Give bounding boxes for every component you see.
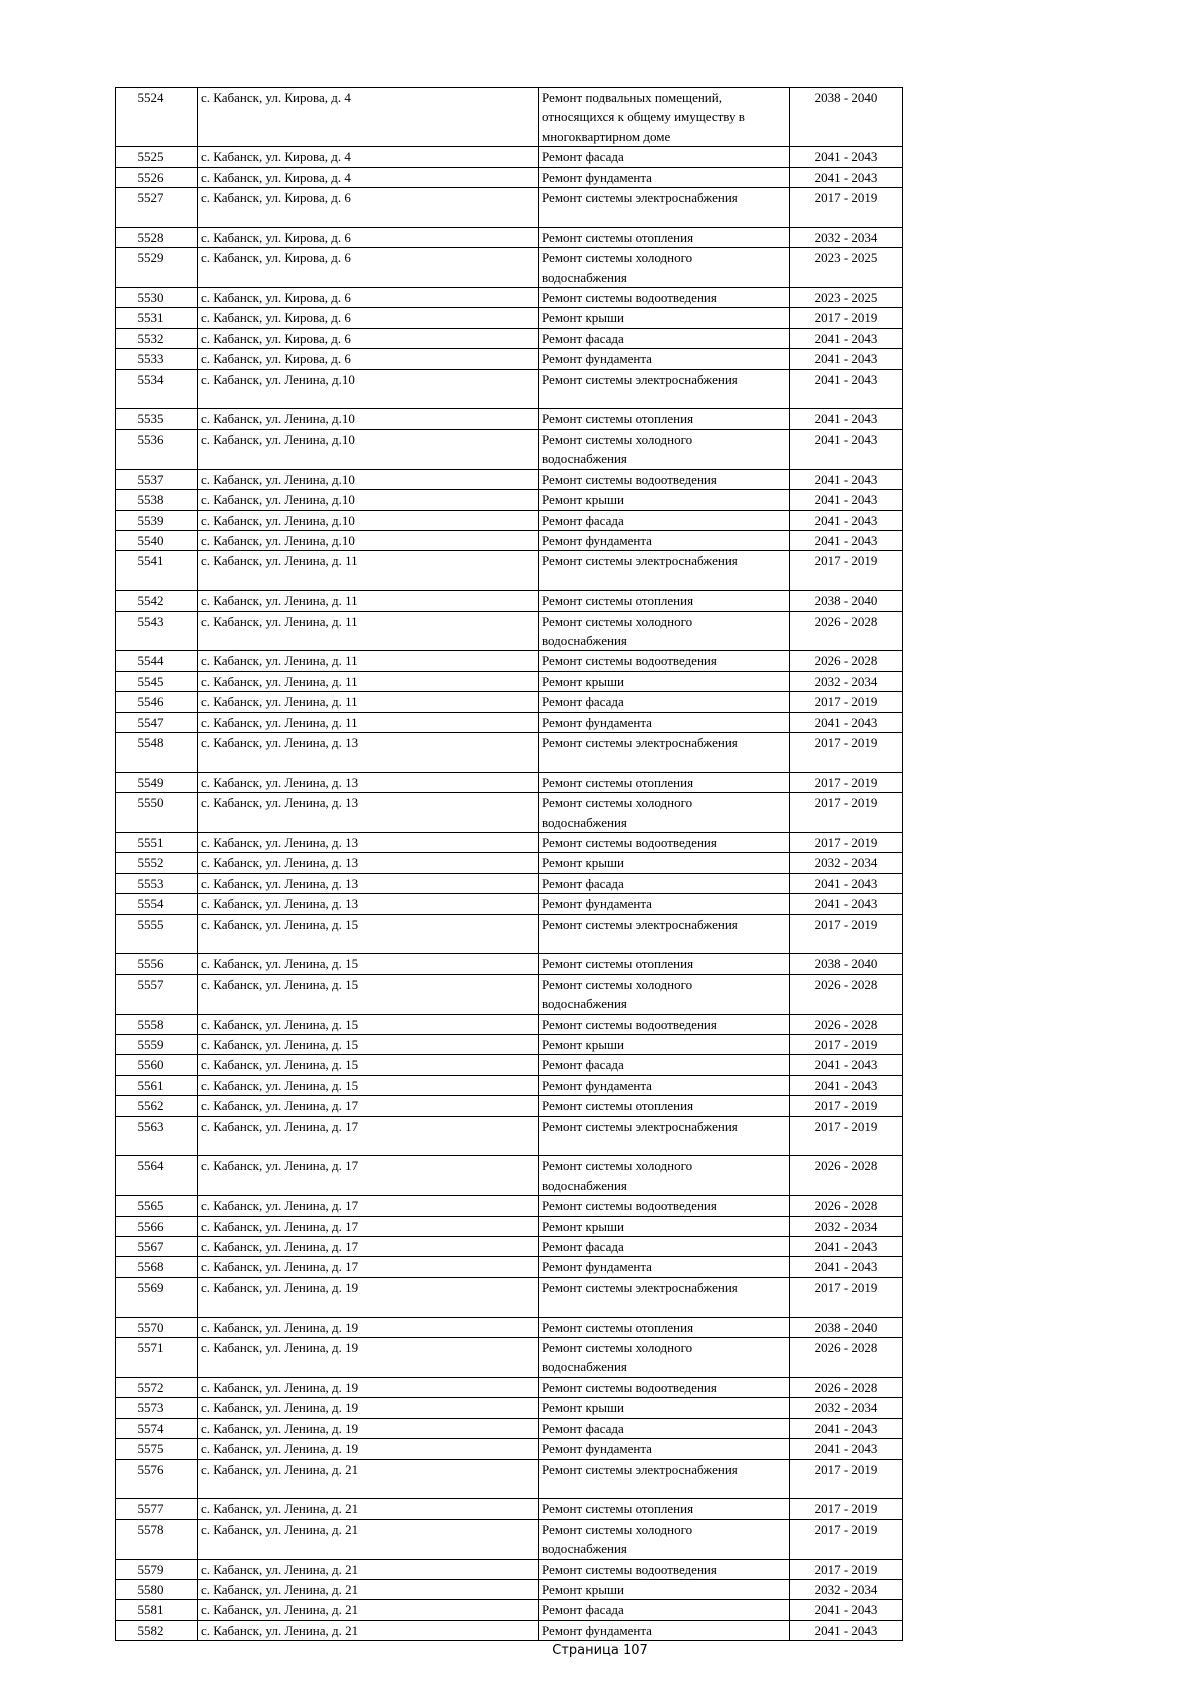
row-number: 5553 xyxy=(116,873,198,893)
row-number: 5529 xyxy=(116,248,198,288)
row-address: с. Кабанск, ул. Ленина, д. 15 xyxy=(198,1075,539,1095)
row-work-type: Ремонт системы холодного водоснабжения xyxy=(539,1519,790,1559)
row-period: 2041 - 2043 xyxy=(790,349,903,369)
row-number: 5538 xyxy=(116,490,198,510)
row-period: 2041 - 2043 xyxy=(790,873,903,893)
table-row xyxy=(116,1579,903,1599)
row-address: с. Кабанск, ул. Ленина, д. 15 xyxy=(198,914,539,954)
row-period: 2041 - 2043 xyxy=(790,1600,903,1620)
row-address: с. Кабанск, ул. Ленина, д.10 xyxy=(198,409,539,429)
table-row xyxy=(116,832,903,852)
row-work-type: Ремонт фундамента xyxy=(539,349,790,369)
row-number: 5537 xyxy=(116,469,198,489)
row-number: 5540 xyxy=(116,530,198,550)
row-address: с. Кабанск, ул. Кирова, д. 6 xyxy=(198,248,539,288)
row-number: 5541 xyxy=(116,551,198,591)
row-period: 2041 - 2043 xyxy=(790,530,903,550)
row-number: 5560 xyxy=(116,1055,198,1075)
row-work-type: Ремонт крыши xyxy=(539,1579,790,1599)
row-period: 2041 - 2043 xyxy=(790,409,903,429)
row-number: 5557 xyxy=(116,974,198,1014)
row-number: 5558 xyxy=(116,1014,198,1034)
row-address: с. Кабанск, ул. Ленина, д.10 xyxy=(198,490,539,510)
table-row xyxy=(116,914,903,954)
row-address: с. Кабанск, ул. Ленина, д. 19 xyxy=(198,1377,539,1397)
row-number: 5565 xyxy=(116,1196,198,1216)
row-period: 2017 - 2019 xyxy=(790,793,903,833)
table-row xyxy=(116,692,903,712)
row-period: 2041 - 2043 xyxy=(790,469,903,489)
row-number: 5526 xyxy=(116,167,198,187)
table-row xyxy=(116,1035,903,1055)
row-work-type: Ремонт системы электроснабжения xyxy=(539,1277,790,1317)
row-number: 5549 xyxy=(116,772,198,792)
row-address: с. Кабанск, ул. Кирова, д. 4 xyxy=(198,88,539,147)
table-row xyxy=(116,349,903,369)
row-work-type: Ремонт системы электроснабжения xyxy=(539,1459,790,1499)
row-number: 5580 xyxy=(116,1579,198,1599)
row-period: 2017 - 2019 xyxy=(790,1499,903,1519)
row-period: 2041 - 2043 xyxy=(790,1418,903,1438)
table-row xyxy=(116,1377,903,1397)
row-address: с. Кабанск, ул. Ленина, д. 13 xyxy=(198,793,539,833)
row-work-type: Ремонт системы электроснабжения xyxy=(539,732,790,772)
page-number: Страница 107 xyxy=(552,1643,648,1658)
row-number: 5582 xyxy=(116,1620,198,1640)
table-row xyxy=(116,1156,903,1196)
row-period: 2038 - 2040 xyxy=(790,88,903,147)
row-address: с. Кабанск, ул. Кирова, д. 4 xyxy=(198,167,539,187)
row-number: 5562 xyxy=(116,1096,198,1116)
table-row xyxy=(116,328,903,348)
row-number: 5525 xyxy=(116,147,198,167)
row-work-type: Ремонт системы водоотведения xyxy=(539,1196,790,1216)
repair-schedule-table xyxy=(115,87,903,1641)
row-number: 5530 xyxy=(116,288,198,308)
row-number: 5555 xyxy=(116,914,198,954)
row-address: с. Кабанск, ул. Ленина, д.10 xyxy=(198,510,539,530)
row-period: 2032 - 2034 xyxy=(790,227,903,247)
row-work-type: Ремонт фасада xyxy=(539,1418,790,1438)
table-row xyxy=(116,974,903,1014)
row-number: 5567 xyxy=(116,1237,198,1257)
row-address: с. Кабанск, ул. Ленина, д.10 xyxy=(198,469,539,489)
row-address: с. Кабанск, ул. Ленина, д. 13 xyxy=(198,853,539,873)
row-address: с. Кабанск, ул. Ленина, д. 17 xyxy=(198,1156,539,1196)
row-address: с. Кабанск, ул. Кирова, д. 6 xyxy=(198,349,539,369)
row-period: 2017 - 2019 xyxy=(790,1035,903,1055)
row-period: 2032 - 2034 xyxy=(790,1398,903,1418)
row-work-type: Ремонт системы отопления xyxy=(539,409,790,429)
row-work-type: Ремонт системы электроснабжения xyxy=(539,369,790,409)
row-work-type: Ремонт системы водоотведения xyxy=(539,288,790,308)
row-address: с. Кабанск, ул. Кирова, д. 6 xyxy=(198,328,539,348)
row-work-type: Ремонт системы отопления xyxy=(539,954,790,974)
row-period: 2041 - 2043 xyxy=(790,1257,903,1277)
row-period: 2017 - 2019 xyxy=(790,1096,903,1116)
row-period: 2026 - 2028 xyxy=(790,1196,903,1216)
row-period: 2041 - 2043 xyxy=(790,429,903,469)
row-period: 2026 - 2028 xyxy=(790,1014,903,1034)
table-body xyxy=(116,88,903,1641)
row-work-type: Ремонт системы водоотведения xyxy=(539,1014,790,1034)
row-address: с. Кабанск, ул. Ленина, д. 13 xyxy=(198,772,539,792)
table-row xyxy=(116,409,903,429)
row-period: 2041 - 2043 xyxy=(790,369,903,409)
table-row xyxy=(116,954,903,974)
table-row xyxy=(116,551,903,591)
row-period: 2017 - 2019 xyxy=(790,1519,903,1559)
row-number: 5576 xyxy=(116,1459,198,1499)
table-row xyxy=(116,611,903,651)
row-work-type: Ремонт крыши xyxy=(539,1035,790,1055)
row-work-type: Ремонт фундамента xyxy=(539,1620,790,1640)
row-number: 5564 xyxy=(116,1156,198,1196)
table-row xyxy=(116,1499,903,1519)
row-address: с. Кабанск, ул. Ленина, д. 11 xyxy=(198,611,539,651)
row-work-type: Ремонт системы отопления xyxy=(539,591,790,611)
row-number: 5550 xyxy=(116,793,198,833)
table-row xyxy=(116,732,903,772)
row-period: 2041 - 2043 xyxy=(790,328,903,348)
row-period: 2032 - 2034 xyxy=(790,671,903,691)
table-row xyxy=(116,88,903,147)
row-number: 5546 xyxy=(116,692,198,712)
row-work-type: Ремонт системы холодного водоснабжения xyxy=(539,611,790,651)
table-row xyxy=(116,873,903,893)
table-row xyxy=(116,1216,903,1236)
row-number: 5574 xyxy=(116,1418,198,1438)
table-row xyxy=(116,1519,903,1559)
row-work-type: Ремонт системы водоотведения xyxy=(539,832,790,852)
row-period: 2041 - 2043 xyxy=(790,1055,903,1075)
row-work-type: Ремонт фасада xyxy=(539,692,790,712)
row-address: с. Кабанск, ул. Ленина, д. 19 xyxy=(198,1338,539,1378)
row-work-type: Ремонт фасада xyxy=(539,1600,790,1620)
row-number: 5571 xyxy=(116,1338,198,1378)
row-number: 5554 xyxy=(116,894,198,914)
row-address: с. Кабанск, ул. Ленина, д. 17 xyxy=(198,1096,539,1116)
row-address: с. Кабанск, ул. Ленина, д. 21 xyxy=(198,1499,539,1519)
row-work-type: Ремонт крыши xyxy=(539,853,790,873)
row-work-type: Ремонт фундамента xyxy=(539,712,790,732)
row-work-type: Ремонт фундамента xyxy=(539,167,790,187)
row-work-type: Ремонт фасада xyxy=(539,328,790,348)
row-address: с. Кабанск, ул. Ленина, д. 11 xyxy=(198,671,539,691)
row-work-type: Ремонт системы отопления xyxy=(539,1317,790,1337)
row-period: 2026 - 2028 xyxy=(790,611,903,651)
row-address: с. Кабанск, ул. Ленина, д. 17 xyxy=(198,1116,539,1156)
table-row xyxy=(116,1398,903,1418)
row-address: с. Кабанск, ул. Ленина, д. 15 xyxy=(198,974,539,1014)
row-work-type: Ремонт подвальных помещений, относящихся к общему имуществу в многоквартирном доме xyxy=(539,88,790,147)
table-row xyxy=(116,1096,903,1116)
row-number: 5581 xyxy=(116,1600,198,1620)
row-period: 2041 - 2043 xyxy=(790,147,903,167)
row-number: 5535 xyxy=(116,409,198,429)
table-row xyxy=(116,490,903,510)
row-period: 2032 - 2034 xyxy=(790,1216,903,1236)
table-row xyxy=(116,1459,903,1499)
row-period: 2017 - 2019 xyxy=(790,732,903,772)
table-row xyxy=(116,288,903,308)
row-number: 5536 xyxy=(116,429,198,469)
row-number: 5573 xyxy=(116,1398,198,1418)
table-row xyxy=(116,1257,903,1277)
row-work-type: Ремонт системы отопления xyxy=(539,1096,790,1116)
row-period: 2026 - 2028 xyxy=(790,1338,903,1378)
row-number: 5572 xyxy=(116,1377,198,1397)
row-work-type: Ремонт системы электроснабжения xyxy=(539,914,790,954)
row-work-type: Ремонт системы электроснабжения xyxy=(539,551,790,591)
row-address: с. Кабанск, ул. Ленина, д. 11 xyxy=(198,692,539,712)
row-number: 5528 xyxy=(116,227,198,247)
row-number: 5566 xyxy=(116,1216,198,1236)
row-period: 2041 - 2043 xyxy=(790,510,903,530)
row-number: 5547 xyxy=(116,712,198,732)
row-period: 2041 - 2043 xyxy=(790,1237,903,1257)
row-address: с. Кабанск, ул. Кирова, д. 6 xyxy=(198,288,539,308)
row-work-type: Ремонт системы электроснабжения xyxy=(539,188,790,228)
row-address: с. Кабанск, ул. Ленина, д. 19 xyxy=(198,1439,539,1459)
table-row xyxy=(116,167,903,187)
row-address: с. Кабанск, ул. Ленина, д.10 xyxy=(198,429,539,469)
row-address: с. Кабанск, ул. Ленина, д. 15 xyxy=(198,1055,539,1075)
row-period: 2017 - 2019 xyxy=(790,1277,903,1317)
row-number: 5563 xyxy=(116,1116,198,1156)
row-number: 5569 xyxy=(116,1277,198,1317)
row-number: 5579 xyxy=(116,1559,198,1579)
row-work-type: Ремонт крыши xyxy=(539,671,790,691)
row-address: с. Кабанск, ул. Ленина, д. 19 xyxy=(198,1398,539,1418)
row-address: с. Кабанск, ул. Ленина, д. 17 xyxy=(198,1257,539,1277)
row-work-type: Ремонт системы отопления xyxy=(539,1499,790,1519)
table-row xyxy=(116,469,903,489)
row-address: с. Кабанск, ул. Ленина, д. 19 xyxy=(198,1317,539,1337)
row-address: с. Кабанск, ул. Ленина, д. 11 xyxy=(198,651,539,671)
table-row xyxy=(116,248,903,288)
row-number: 5527 xyxy=(116,188,198,228)
row-period: 2026 - 2028 xyxy=(790,651,903,671)
row-period: 2041 - 2043 xyxy=(790,1075,903,1095)
table-row xyxy=(116,147,903,167)
row-address: с. Кабанск, ул. Ленина, д. 21 xyxy=(198,1459,539,1499)
table-row xyxy=(116,308,903,328)
table-row xyxy=(116,1559,903,1579)
row-period: 2041 - 2043 xyxy=(790,167,903,187)
row-address: с. Кабанск, ул. Ленина, д. 13 xyxy=(198,832,539,852)
row-number: 5545 xyxy=(116,671,198,691)
row-work-type: Ремонт системы водоотведения xyxy=(539,469,790,489)
row-work-type: Ремонт крыши xyxy=(539,308,790,328)
row-number: 5575 xyxy=(116,1439,198,1459)
row-address: с. Кабанск, ул. Ленина, д. 21 xyxy=(198,1579,539,1599)
row-work-type: Ремонт фасада xyxy=(539,873,790,893)
row-address: с. Кабанск, ул. Ленина, д. 11 xyxy=(198,551,539,591)
table-row xyxy=(116,1237,903,1257)
row-number: 5577 xyxy=(116,1499,198,1519)
table-row xyxy=(116,227,903,247)
row-address: с. Кабанск, ул. Ленина, д. 15 xyxy=(198,954,539,974)
row-period: 2041 - 2043 xyxy=(790,1439,903,1459)
row-period: 2041 - 2043 xyxy=(790,1620,903,1640)
row-period: 2041 - 2043 xyxy=(790,712,903,732)
row-address: с. Кабанск, ул. Ленина, д. 21 xyxy=(198,1600,539,1620)
row-address: с. Кабанск, ул. Ленина, д. 19 xyxy=(198,1277,539,1317)
row-period: 2032 - 2034 xyxy=(790,853,903,873)
row-number: 5524 xyxy=(116,88,198,147)
table-row xyxy=(116,853,903,873)
row-period: 2023 - 2025 xyxy=(790,288,903,308)
row-address: с. Кабанск, ул. Кирова, д. 6 xyxy=(198,308,539,328)
row-number: 5578 xyxy=(116,1519,198,1559)
table-row xyxy=(116,1116,903,1156)
row-work-type: Ремонт фасада xyxy=(539,1055,790,1075)
row-period: 2038 - 2040 xyxy=(790,954,903,974)
table-row xyxy=(116,1620,903,1640)
table-row xyxy=(116,1600,903,1620)
row-address: с. Кабанск, ул. Ленина, д. 17 xyxy=(198,1237,539,1257)
row-address: с. Кабанск, ул. Ленина, д. 15 xyxy=(198,1035,539,1055)
row-address: с. Кабанск, ул. Кирова, д. 6 xyxy=(198,227,539,247)
row-period: 2026 - 2028 xyxy=(790,1377,903,1397)
table-row xyxy=(116,894,903,914)
table-row xyxy=(116,772,903,792)
row-work-type: Ремонт системы холодного водоснабжения xyxy=(539,974,790,1014)
table-row xyxy=(116,1418,903,1438)
row-work-type: Ремонт фасада xyxy=(539,510,790,530)
row-number: 5556 xyxy=(116,954,198,974)
row-address: с. Кабанск, ул. Кирова, д. 6 xyxy=(198,188,539,228)
row-address: с. Кабанск, ул. Ленина, д. 17 xyxy=(198,1196,539,1216)
row-address: с. Кабанск, ул. Ленина, д.10 xyxy=(198,530,539,550)
row-work-type: Ремонт крыши xyxy=(539,490,790,510)
row-work-type: Ремонт фасада xyxy=(539,1237,790,1257)
row-address: с. Кабанск, ул. Ленина, д.10 xyxy=(198,369,539,409)
row-period: 2032 - 2034 xyxy=(790,1579,903,1599)
row-period: 2017 - 2019 xyxy=(790,188,903,228)
row-work-type: Ремонт фасада xyxy=(539,147,790,167)
row-period: 2026 - 2028 xyxy=(790,974,903,1014)
row-number: 5533 xyxy=(116,349,198,369)
row-number: 5534 xyxy=(116,369,198,409)
table-row xyxy=(116,712,903,732)
row-number: 5559 xyxy=(116,1035,198,1055)
row-number: 5532 xyxy=(116,328,198,348)
row-work-type: Ремонт фундамента xyxy=(539,894,790,914)
row-work-type: Ремонт крыши xyxy=(539,1398,790,1418)
row-number: 5542 xyxy=(116,591,198,611)
table-row xyxy=(116,369,903,409)
row-number: 5544 xyxy=(116,651,198,671)
row-number: 5551 xyxy=(116,832,198,852)
row-period: 2017 - 2019 xyxy=(790,692,903,712)
table-row xyxy=(116,651,903,671)
row-address: с. Кабанск, ул. Ленина, д. 17 xyxy=(198,1216,539,1236)
row-number: 5570 xyxy=(116,1317,198,1337)
table-row xyxy=(116,1196,903,1216)
row-work-type: Ремонт фундамента xyxy=(539,1439,790,1459)
row-address: с. Кабанск, ул. Ленина, д. 15 xyxy=(198,1014,539,1034)
table-row xyxy=(116,793,903,833)
row-work-type: Ремонт системы водоотведения xyxy=(539,1559,790,1579)
row-work-type: Ремонт системы холодного водоснабжения xyxy=(539,793,790,833)
table-row xyxy=(116,1075,903,1095)
row-address: с. Кабанск, ул. Ленина, д. 13 xyxy=(198,732,539,772)
row-period: 2017 - 2019 xyxy=(790,832,903,852)
row-period: 2017 - 2019 xyxy=(790,772,903,792)
row-work-type: Ремонт системы электроснабжения xyxy=(539,1116,790,1156)
row-work-type: Ремонт системы водоотведения xyxy=(539,1377,790,1397)
row-address: с. Кабанск, ул. Ленина, д. 13 xyxy=(198,873,539,893)
table-row xyxy=(116,1439,903,1459)
row-period: 2017 - 2019 xyxy=(790,308,903,328)
table-row xyxy=(116,1277,903,1317)
row-period: 2017 - 2019 xyxy=(790,1459,903,1499)
table-row xyxy=(116,188,903,228)
row-period: 2041 - 2043 xyxy=(790,894,903,914)
table-row xyxy=(116,1338,903,1378)
row-work-type: Ремонт фундамента xyxy=(539,1257,790,1277)
row-address: с. Кабанск, ул. Ленина, д. 13 xyxy=(198,894,539,914)
row-address: с. Кабанск, ул. Ленина, д. 21 xyxy=(198,1519,539,1559)
row-work-type: Ремонт системы холодного водоснабжения xyxy=(539,1156,790,1196)
table-row xyxy=(116,1055,903,1075)
row-number: 5548 xyxy=(116,732,198,772)
row-work-type: Ремонт системы холодного водоснабжения xyxy=(539,1338,790,1378)
row-address: с. Кабанск, ул. Ленина, д. 21 xyxy=(198,1620,539,1640)
row-work-type: Ремонт системы холодного водоснабжения xyxy=(539,248,790,288)
table-row xyxy=(116,530,903,550)
row-address: с. Кабанск, ул. Ленина, д. 11 xyxy=(198,712,539,732)
row-number: 5543 xyxy=(116,611,198,651)
row-number: 5539 xyxy=(116,510,198,530)
row-number: 5561 xyxy=(116,1075,198,1095)
row-period: 2026 - 2028 xyxy=(790,1156,903,1196)
table-row xyxy=(116,1014,903,1034)
row-number: 5552 xyxy=(116,853,198,873)
row-period: 2038 - 2040 xyxy=(790,591,903,611)
row-work-type: Ремонт системы отопления xyxy=(539,227,790,247)
row-work-type: Ремонт фундамента xyxy=(539,530,790,550)
row-period: 2038 - 2040 xyxy=(790,1317,903,1337)
row-period: 2017 - 2019 xyxy=(790,1116,903,1156)
row-address: с. Кабанск, ул. Кирова, д. 4 xyxy=(198,147,539,167)
row-work-type: Ремонт системы отопления xyxy=(539,772,790,792)
row-period: 2017 - 2019 xyxy=(790,914,903,954)
row-address: с. Кабанск, ул. Ленина, д. 21 xyxy=(198,1559,539,1579)
row-number: 5568 xyxy=(116,1257,198,1277)
table-row xyxy=(116,510,903,530)
row-work-type: Ремонт крыши xyxy=(539,1216,790,1236)
row-address: с. Кабанск, ул. Ленина, д. 19 xyxy=(198,1418,539,1438)
table-row xyxy=(116,429,903,469)
row-work-type: Ремонт системы водоотведения xyxy=(539,651,790,671)
row-period: 2023 - 2025 xyxy=(790,248,903,288)
row-period: 2017 - 2019 xyxy=(790,1559,903,1579)
row-address: с. Кабанск, ул. Ленина, д. 11 xyxy=(198,591,539,611)
table-row xyxy=(116,1317,903,1337)
table-row xyxy=(116,671,903,691)
row-period: 2017 - 2019 xyxy=(790,551,903,591)
row-work-type: Ремонт системы холодного водоснабжения xyxy=(539,429,790,469)
row-number: 5531 xyxy=(116,308,198,328)
row-period: 2041 - 2043 xyxy=(790,490,903,510)
row-work-type: Ремонт фундамента xyxy=(539,1075,790,1095)
table-row xyxy=(116,591,903,611)
